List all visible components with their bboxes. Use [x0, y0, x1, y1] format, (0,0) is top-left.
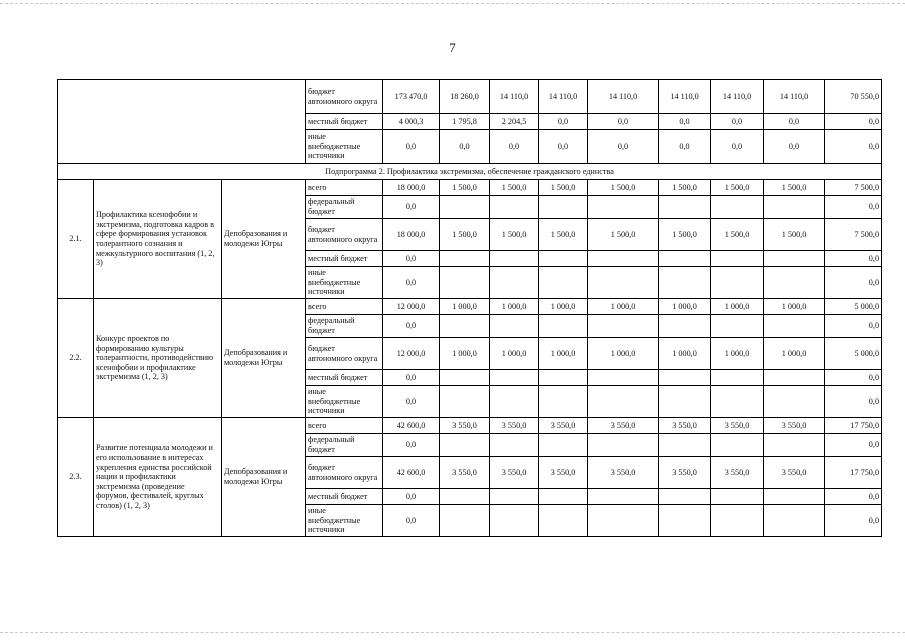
value-cell — [539, 251, 588, 267]
value-cell: 1 000,0 — [490, 338, 539, 370]
value-cell: 1 500,0 — [588, 219, 659, 251]
value-cell: 1 500,0 — [659, 180, 711, 196]
value-cell: 14 110,0 — [659, 80, 711, 114]
value-cell: 1 500,0 — [440, 180, 490, 196]
value-cell — [659, 505, 711, 537]
value-cell: 1 500,0 — [764, 219, 825, 251]
value-cell: 0,0 — [440, 130, 490, 164]
value-cell: 1 500,0 — [711, 219, 764, 251]
value-cell: 1 000,0 — [539, 299, 588, 315]
value-cell: 0,0 — [825, 505, 882, 537]
value-cell — [490, 434, 539, 457]
value-cell: 1 500,0 — [440, 219, 490, 251]
value-cell — [440, 315, 490, 338]
value-cell — [588, 434, 659, 457]
funding-source: всего — [306, 180, 383, 196]
value-cell — [490, 505, 539, 537]
value-cell: 1 500,0 — [764, 180, 825, 196]
value-cell — [659, 489, 711, 505]
value-cell: 3 550,0 — [711, 418, 764, 434]
value-cell: 17 750,0 — [825, 418, 882, 434]
scan-edge-top — [0, 3, 905, 4]
value-cell: 3 550,0 — [711, 457, 764, 489]
value-cell: 0,0 — [825, 196, 882, 219]
value-cell: 173 470,0 — [383, 80, 440, 114]
value-cell: 1 000,0 — [711, 338, 764, 370]
value-cell: 1 000,0 — [539, 338, 588, 370]
value-cell: 0,0 — [539, 114, 588, 130]
funding-source: бюджет автономного округа — [306, 338, 383, 370]
value-cell: 1 000,0 — [764, 338, 825, 370]
value-cell: 3 550,0 — [659, 457, 711, 489]
funding-source: бюджет автономного округа — [306, 219, 383, 251]
value-cell: 0,0 — [588, 130, 659, 164]
value-cell — [588, 370, 659, 386]
value-cell — [659, 196, 711, 219]
table-row — [58, 418, 882, 434]
value-cell — [588, 505, 659, 537]
funding-source: бюджет автономного округа — [306, 80, 383, 114]
funding-source: иные внебюджетные источники — [306, 130, 383, 164]
value-cell — [440, 370, 490, 386]
funding-source: местный бюджет — [306, 251, 383, 267]
measure-executor: Депобразования и молодежи Югры — [222, 180, 306, 299]
value-cell — [490, 267, 539, 299]
value-cell: 1 500,0 — [539, 180, 588, 196]
value-cell: 18 000,0 — [383, 180, 440, 196]
value-cell — [539, 505, 588, 537]
value-cell: 0,0 — [659, 130, 711, 164]
funding-source: местный бюджет — [306, 114, 383, 130]
table-row — [58, 299, 882, 315]
measure-executor: Депобразования и молодежи Югры — [222, 418, 306, 537]
measure-name: Конкурс проектов по формированию культуры толерантности, противодействию ксенофобии и профилактике экстремизма (1, 2, 3) — [94, 299, 222, 418]
value-cell: 4 000,3 — [383, 114, 440, 130]
value-cell — [764, 370, 825, 386]
value-cell: 1 000,0 — [490, 299, 539, 315]
value-cell — [440, 434, 490, 457]
value-cell — [539, 196, 588, 219]
value-cell — [490, 251, 539, 267]
value-cell — [490, 315, 539, 338]
value-cell — [764, 267, 825, 299]
value-cell: 1 000,0 — [659, 338, 711, 370]
value-cell — [539, 386, 588, 418]
value-cell: 0,0 — [711, 114, 764, 130]
value-cell: 18 260,0 — [440, 80, 490, 114]
value-cell — [711, 251, 764, 267]
value-cell: 0,0 — [825, 489, 882, 505]
value-cell: 0,0 — [539, 130, 588, 164]
value-cell: 1 500,0 — [588, 180, 659, 196]
value-cell — [440, 267, 490, 299]
value-cell: 0,0 — [383, 386, 440, 418]
value-cell — [440, 505, 490, 537]
value-cell: 18 000,0 — [383, 219, 440, 251]
value-cell: 0,0 — [825, 370, 882, 386]
value-cell: 0,0 — [383, 434, 440, 457]
budget-table — [57, 79, 882, 537]
value-cell — [711, 386, 764, 418]
value-cell: 3 550,0 — [588, 457, 659, 489]
value-cell — [539, 434, 588, 457]
value-cell: 7 500,0 — [825, 219, 882, 251]
value-cell — [440, 196, 490, 219]
value-cell — [539, 370, 588, 386]
funding-source: иные внебюджетные источники — [306, 386, 383, 418]
value-cell: 0,0 — [383, 251, 440, 267]
value-cell — [711, 505, 764, 537]
value-cell: 1 500,0 — [711, 180, 764, 196]
value-cell: 14 110,0 — [588, 80, 659, 114]
value-cell: 1 000,0 — [659, 299, 711, 315]
value-cell: 3 550,0 — [764, 457, 825, 489]
value-cell — [539, 267, 588, 299]
value-cell: 42 600,0 — [383, 418, 440, 434]
value-cell — [659, 315, 711, 338]
value-cell: 3 550,0 — [490, 457, 539, 489]
value-cell — [711, 370, 764, 386]
measure-name: Профилактика ксенофобии и экстремизма, подготовка кадров в сфере формирования установок толерантного сознания и межкультурного воспитания (1, 2, 3) — [94, 180, 222, 299]
measure-code: 2.3. — [58, 418, 94, 537]
value-cell — [659, 434, 711, 457]
funding-source: бюджет автономного округа — [306, 457, 383, 489]
value-cell: 0,0 — [711, 130, 764, 164]
value-cell — [764, 196, 825, 219]
value-cell — [588, 267, 659, 299]
budget-table-body — [58, 80, 882, 537]
value-cell — [764, 489, 825, 505]
value-cell: 0,0 — [383, 489, 440, 505]
value-cell: 42 600,0 — [383, 457, 440, 489]
value-cell: 0,0 — [588, 114, 659, 130]
value-cell: 12 000,0 — [383, 299, 440, 315]
value-cell: 1 795,8 — [440, 114, 490, 130]
value-cell: 3 550,0 — [440, 457, 490, 489]
value-cell — [659, 370, 711, 386]
value-cell: 0,0 — [825, 130, 882, 164]
value-cell — [659, 267, 711, 299]
value-cell: 0,0 — [383, 505, 440, 537]
table-row — [58, 80, 882, 114]
value-cell — [588, 251, 659, 267]
value-cell: 3 550,0 — [588, 418, 659, 434]
value-cell: 0,0 — [383, 267, 440, 299]
subprogram-title: Подпрограмма 2. Профилактика экстремизма, обеспечение гражданского единства — [58, 164, 882, 180]
value-cell — [764, 434, 825, 457]
value-cell: 0,0 — [383, 130, 440, 164]
funding-source: местный бюджет — [306, 370, 383, 386]
value-cell: 17 750,0 — [825, 457, 882, 489]
value-cell: 3 550,0 — [490, 418, 539, 434]
value-cell: 1 500,0 — [539, 219, 588, 251]
value-cell — [490, 370, 539, 386]
blank-cell — [58, 80, 306, 164]
measure-code: 2.1. — [58, 180, 94, 299]
value-cell: 1 000,0 — [588, 299, 659, 315]
funding-source: иные внебюджетные источники — [306, 267, 383, 299]
value-cell: 14 110,0 — [539, 80, 588, 114]
funding-source: местный бюджет — [306, 489, 383, 505]
value-cell: 2 204,5 — [490, 114, 539, 130]
value-cell — [711, 315, 764, 338]
value-cell: 3 550,0 — [440, 418, 490, 434]
value-cell: 0,0 — [383, 370, 440, 386]
table-row — [58, 164, 882, 180]
value-cell — [588, 489, 659, 505]
funding-source: федеральный бюджет — [306, 434, 383, 457]
value-cell: 3 550,0 — [539, 457, 588, 489]
value-cell: 5 000,0 — [825, 338, 882, 370]
value-cell: 14 110,0 — [764, 80, 825, 114]
value-cell — [539, 489, 588, 505]
value-cell — [588, 196, 659, 219]
value-cell — [764, 251, 825, 267]
value-cell: 12 000,0 — [383, 338, 440, 370]
value-cell: 14 110,0 — [490, 80, 539, 114]
measure-name: Развитие потенциала молодежи и его использование в интересах укрепления единства российской нации и профилактики экстремизма (проведение форумов, фестивалей, круглых столов) (1, 2, 3) — [94, 418, 222, 537]
value-cell: 1 500,0 — [490, 180, 539, 196]
value-cell: 1 000,0 — [711, 299, 764, 315]
value-cell: 1 000,0 — [440, 338, 490, 370]
value-cell: 0,0 — [490, 130, 539, 164]
value-cell: 0,0 — [764, 130, 825, 164]
value-cell — [440, 251, 490, 267]
funding-source: федеральный бюджет — [306, 196, 383, 219]
value-cell: 1 500,0 — [659, 219, 711, 251]
table-row — [58, 180, 882, 196]
value-cell: 7 500,0 — [825, 180, 882, 196]
value-cell — [440, 489, 490, 505]
funding-source: всего — [306, 418, 383, 434]
value-cell: 0,0 — [825, 386, 882, 418]
value-cell: 0,0 — [383, 196, 440, 219]
value-cell: 0,0 — [825, 251, 882, 267]
value-cell — [764, 386, 825, 418]
funding-source: всего — [306, 299, 383, 315]
value-cell — [490, 489, 539, 505]
value-cell — [711, 434, 764, 457]
value-cell — [764, 505, 825, 537]
value-cell: 1 000,0 — [440, 299, 490, 315]
value-cell: 0,0 — [659, 114, 711, 130]
value-cell: 0,0 — [825, 114, 882, 130]
value-cell: 3 550,0 — [764, 418, 825, 434]
value-cell — [711, 267, 764, 299]
funding-source: федеральный бюджет — [306, 315, 383, 338]
scan-edge-bottom — [0, 632, 905, 633]
value-cell: 3 550,0 — [659, 418, 711, 434]
value-cell — [764, 315, 825, 338]
value-cell — [539, 315, 588, 338]
page-number: 7 — [449, 40, 456, 55]
value-cell: 1 500,0 — [490, 219, 539, 251]
value-cell: 14 110,0 — [711, 80, 764, 114]
value-cell: 70 550,0 — [825, 80, 882, 114]
value-cell — [711, 489, 764, 505]
value-cell: 0,0 — [825, 434, 882, 457]
value-cell: 5 000,0 — [825, 299, 882, 315]
value-cell — [659, 386, 711, 418]
value-cell — [490, 196, 539, 219]
value-cell: 0,0 — [825, 315, 882, 338]
value-cell: 0,0 — [764, 114, 825, 130]
value-cell: 1 000,0 — [588, 338, 659, 370]
value-cell — [440, 386, 490, 418]
measure-executor: Депобразования и молодежи Югры — [222, 299, 306, 418]
value-cell: 0,0 — [825, 267, 882, 299]
value-cell: 1 000,0 — [764, 299, 825, 315]
funding-source: иные внебюджетные источники — [306, 505, 383, 537]
value-cell: 0,0 — [383, 315, 440, 338]
value-cell — [711, 196, 764, 219]
value-cell — [588, 386, 659, 418]
value-cell — [659, 251, 711, 267]
value-cell — [490, 386, 539, 418]
value-cell: 3 550,0 — [539, 418, 588, 434]
value-cell — [588, 315, 659, 338]
measure-code: 2.2. — [58, 299, 94, 418]
